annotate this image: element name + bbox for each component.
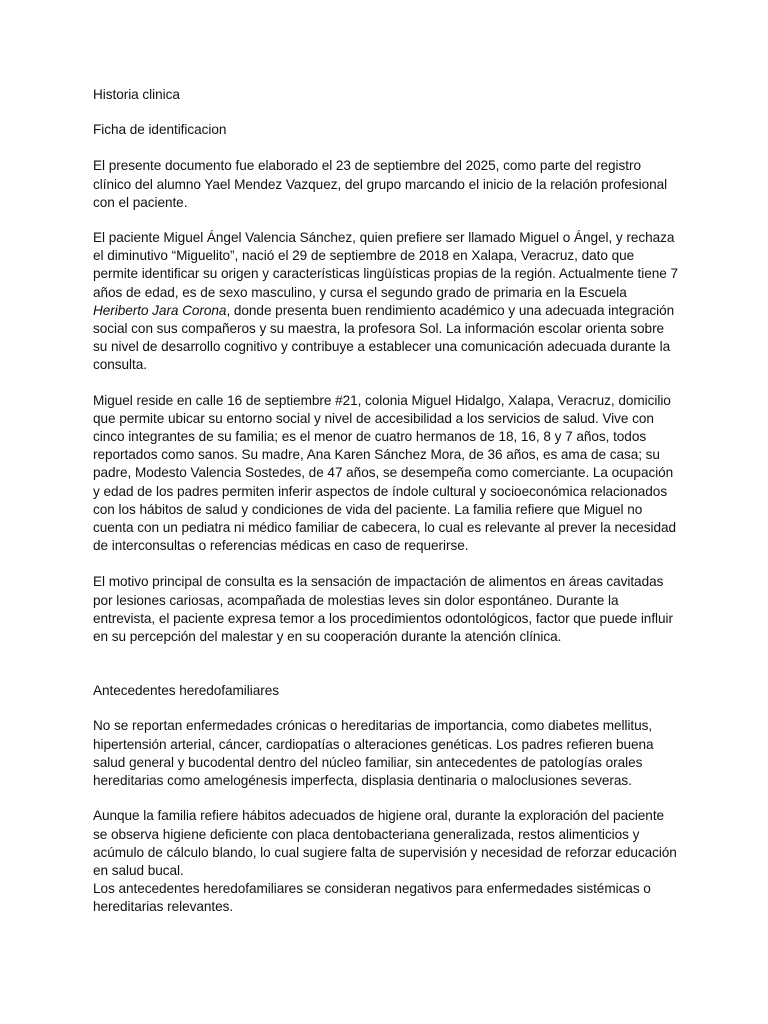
- paragraph-chief-complaint: El motivo principal de consulta es la sensación de impactación de alimentos en áreas cavitadas por lesiones cariosas, acompañada de molestias leves sin dolor espontáneo. Durante la entrevista, el paciente expresa temor a los procedimientos odontológicos, factor que puede influir en su percepción del malestar y en su cooperación durante la atención clínica.: [93, 574, 673, 645]
- paragraph-patient-identity-text-start: El paciente Miguel Ángel Valencia Sánchez, quien prefiere ser llamado Miguel o Ángel, y rechaza el diminutivo “Miguelito”, nació el 29 de septiembre de 2018 en Xalapa, Veracruz, dato que permite identificar su origen y características lingüísticas propias de la región. Actualmente tiene 7 años de edad, es de sexo masculino, y cursa el segundo grado de primaria en la Escuela: [93, 230, 679, 300]
- paragraph-patient-identity: [93, 229, 681, 375]
- paragraph-hereditary-conclusion: Los antecedentes heredofamiliares se consideran negativos para enfermedades sistémicas o hereditarias relevantes.: [93, 881, 651, 915]
- paragraph-oral-hygiene: Aunque la familia refiere hábitos adecuados de higiene oral, durante la exploración del paciente se observa higiene deficiente con placa dentobacteriana generalizada, restos alimenticios y acúmulo de cálculo blando, lo cual sugiere falta de supervisión y necesidad de reforzar educación en salud bucal.: [93, 808, 677, 878]
- section-title-identification: Ficha de identificacion: [93, 122, 227, 138]
- school-name: Heriberto Jara Corona: [93, 302, 227, 318]
- paragraph-patient-identity-text-end: , donde presenta buen rendimiento académico y una adecuada integración social con sus compañeros y su maestra, la profesora Sol. La información escolar orienta sobre su nivel de desarrollo cognitivo y contribuye a establecer una comunicación adecuada durante la consulta.: [93, 302, 675, 373]
- document-page: [93, 86, 681, 917]
- paragraph-hereditary-diseases: No se reportan enfermedades crónicas o hereditarias de importancia, como diabetes mellitus, hipertensión arterial, cáncer, cardiopatías o alteraciones genéticas. Los padres refieren buena salud general y bucodental dentro del núcleo familiar, sin antecedentes de patologías orales hereditarias como amelogénesis imperfecta, displasia dentinaria o maloclusiones severas.: [93, 718, 654, 789]
- section-heading-hereditary: Antecedentes heredofamiliares: [93, 683, 279, 699]
- paragraph-document-intro: El presente documento fue elaborado el 23 de septiembre del 2025, como parte del registro clínico del alumno Yael Mendez Vazquez, del grupo marcando el inicio de la relación profesional con el paciente.: [93, 158, 668, 210]
- paragraph-family-context: Miguel reside en calle 16 de septiembre #21, colonia Miguel Hidalgo, Xalapa, Veracruz, domicilio que permite ubicar su entorno social y nivel de accesibilidad a los servicios de salud. Vive con cinco integrantes de su familia; es el menor de cuatro hermanos de 18, 16, 8 y 7 años, todos reportados como sanos. Su madre, Ana Karen Sánchez Mora, de 36 años, es ama de casa; su padre, Modesto Valencia Sostedes, de 47 años, se desempeña como comerciante. La ocupación y edad de los padres permiten inferir aspectos de índole cultural y socioeconómica relacionados con los hábitos de salud y condiciones de vida del paciente. La familia refiere que Miguel no cuenta con un pediatra ni médico familiar de cabecera, lo cual es relevante al prever la necesidad de interconsultas o referencias médicas en caso de requerirse.: [93, 392, 676, 554]
- document-title: Historia clinica: [93, 87, 180, 102]
